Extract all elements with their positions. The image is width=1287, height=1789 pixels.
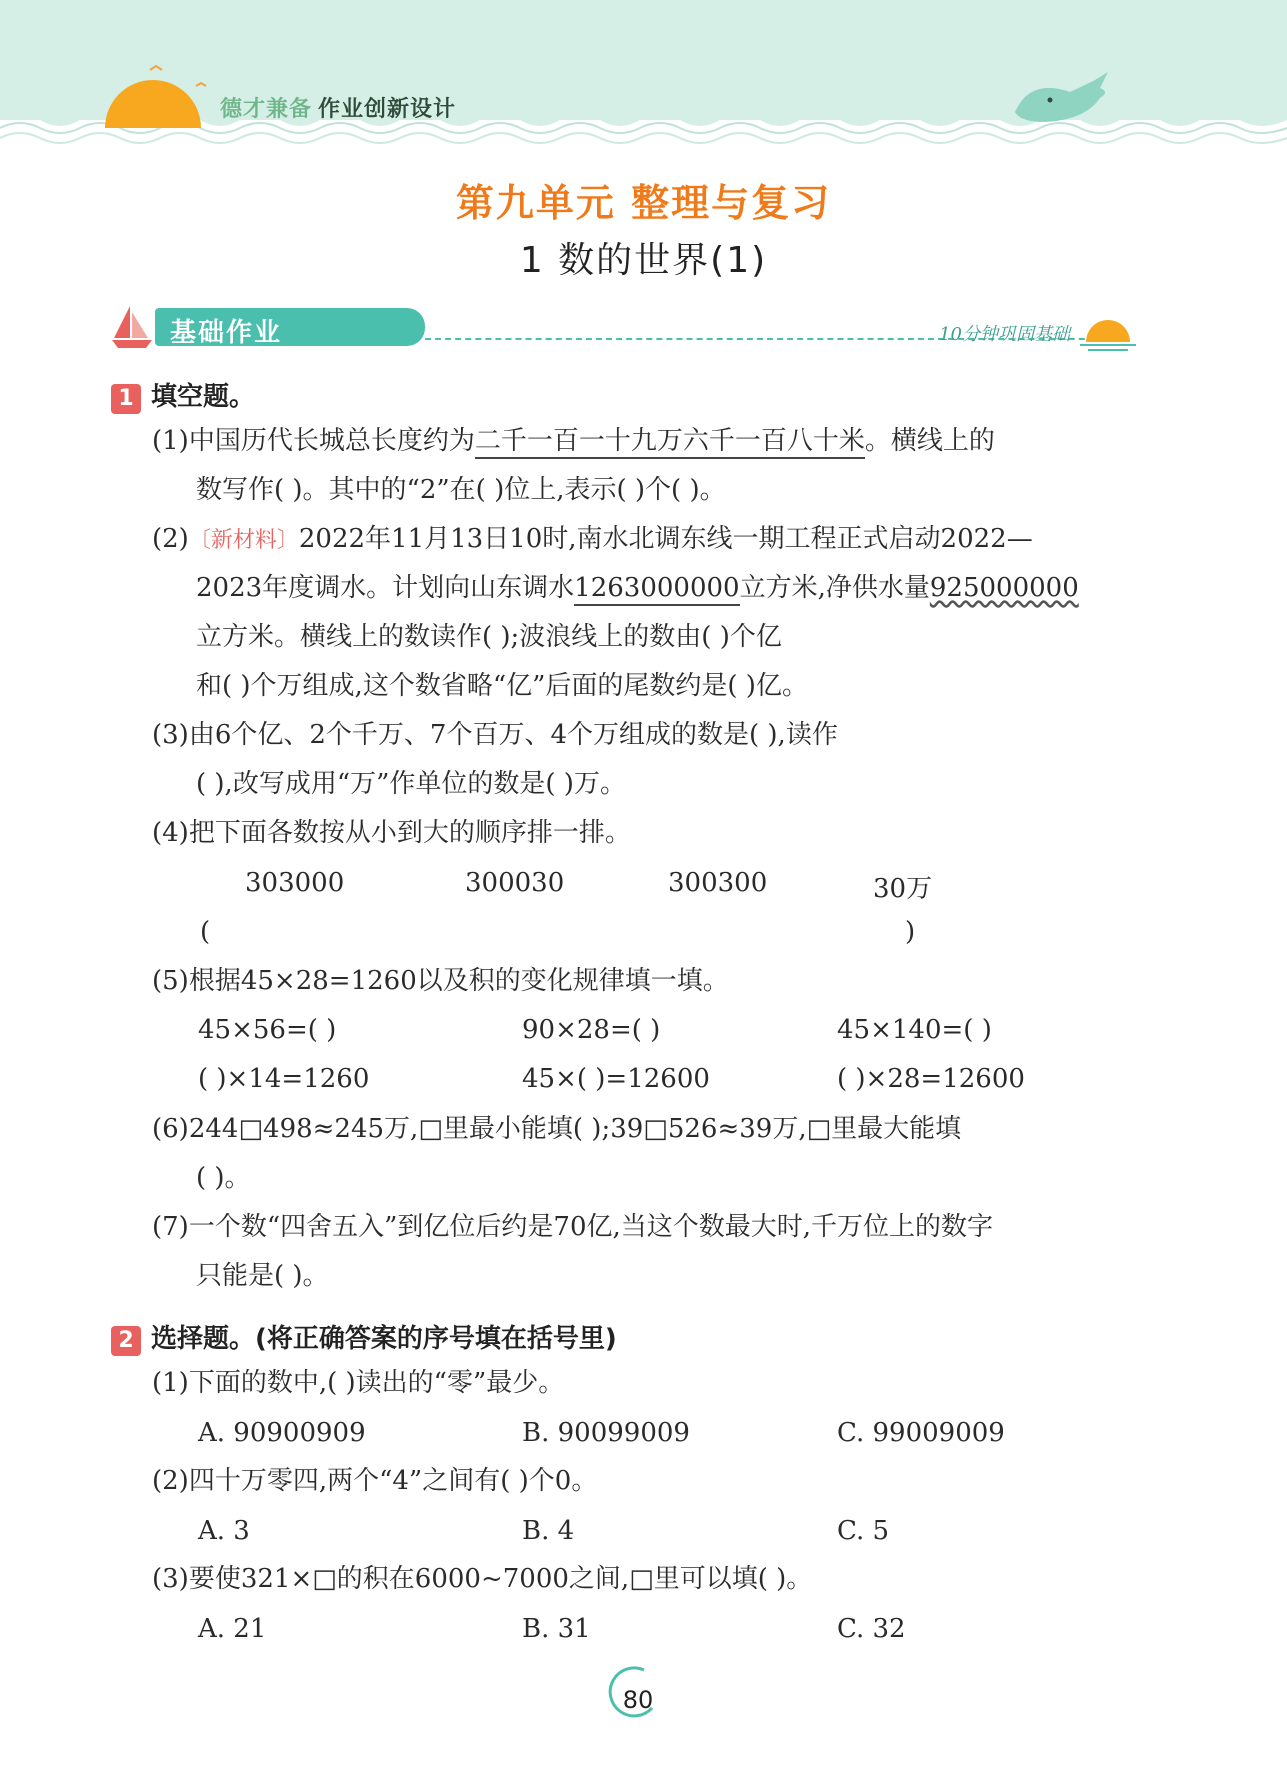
brand-dark: 作业创新设计 xyxy=(318,97,457,122)
q1-line-7: (3)由6个亿、2个千万、7个百万、4个万组成的数是( ),读作 xyxy=(152,720,838,750)
option-c: C. 5 xyxy=(837,1516,890,1546)
q1-line-2: 数写作( )。其中的“2”在( )位上,表示( )个( )。 xyxy=(196,475,726,505)
calc-item: 90×28=( ) xyxy=(522,1015,661,1045)
calc-item: ( )×14=1260 xyxy=(198,1064,370,1094)
section-note: 10分钟巩固基础 xyxy=(939,324,1070,345)
option-b: B. 31 xyxy=(522,1614,591,1644)
calc-item: ( )×28=12600 xyxy=(837,1064,1025,1094)
option-b: B. 90099009 xyxy=(522,1418,690,1448)
answer-paren-close: ) xyxy=(905,917,916,947)
option-b: B. 4 xyxy=(522,1516,575,1546)
underlined-number-text: 二千一百一十九万六千一百八十米 xyxy=(475,426,865,459)
q1-line-14: (7)一个数“四舍五入”到亿位后约是70亿,当这个数最大时,千万位上的数字 xyxy=(152,1212,994,1242)
header-decoration xyxy=(0,0,1287,150)
option-a: A. 3 xyxy=(198,1516,250,1546)
calc-item: 45×( )=12600 xyxy=(522,1064,710,1094)
text: 2022年11月13日10时,南水北调东线一期工程正式启动2022— xyxy=(298,524,1033,554)
q1-title: 填空题。 xyxy=(151,382,256,412)
q2-sub-3: (3)要使321×□的积在6000~7000之间,□里可以填( )。 xyxy=(152,1564,813,1594)
text: (1)中国历代长城总长度约为 xyxy=(152,426,475,456)
unit-title: 第九单元 整理与复习 xyxy=(455,181,832,225)
q2-number: 2 xyxy=(111,1326,141,1356)
q1-line-11: (5)根据45×28=1260以及积的变化规律填一填。 xyxy=(152,966,729,996)
q2-sub-1: (1)下面的数中,( )读出的“零”最少。 xyxy=(152,1368,565,1398)
option-a: A. 21 xyxy=(198,1614,267,1644)
calc-item: 45×56=( ) xyxy=(198,1015,337,1045)
q1-line-1 xyxy=(152,426,995,456)
option-a: A. 90900909 xyxy=(198,1418,366,1448)
brand-text xyxy=(220,92,456,123)
answer-paren-open: ( xyxy=(200,917,211,947)
option-c: C. 32 xyxy=(837,1614,906,1644)
text: 。横线上的 xyxy=(864,426,995,456)
wavy-underlined-number: 925000000 xyxy=(929,573,1079,603)
q1-line-12: (6)244□498≈245万,□里最小能填( );39□526≈39万,□里最大能填 xyxy=(152,1114,962,1144)
q1-line-9: (4)把下面各数按从小到大的顺序排一排。 xyxy=(152,818,631,848)
q1-line-5: 立方米。横线上的数读作( );波浪线上的数由( )个亿 xyxy=(196,622,782,652)
page-header xyxy=(0,0,1287,150)
q1-number: 1 xyxy=(111,384,141,414)
text: 立方米,净供水量 xyxy=(739,573,930,603)
number-item: 300030 xyxy=(465,868,565,898)
text: (2) xyxy=(152,524,189,554)
number-item: 30万 xyxy=(873,874,933,904)
q2-heading xyxy=(111,1318,617,1356)
new-material-tag: 〔新材料〕 xyxy=(188,528,299,553)
q2-sub-2: (2)四十万零四,两个“4”之间有( )个0。 xyxy=(152,1466,598,1496)
q1-line-15: 只能是( )。 xyxy=(196,1261,329,1291)
q2-title: 选择题。(将正确答案的序号填在括号里) xyxy=(151,1324,617,1354)
q1-line-13: ( )。 xyxy=(196,1163,251,1193)
q1-heading xyxy=(111,376,255,414)
small-sun-icon xyxy=(1080,312,1140,352)
lesson-title: 1 数的世界(1) xyxy=(519,240,768,281)
brand-colored: 德才兼备 xyxy=(220,97,313,122)
section-banner xyxy=(110,300,1160,360)
q1-line-8: ( ),改写成用“万”作单位的数是( )万。 xyxy=(196,769,626,799)
q1-line-6: 和( )个万组成,这个数省略“亿”后面的尾数约是( )亿。 xyxy=(196,671,808,701)
q1-line-3 xyxy=(152,524,1033,556)
section-label: 基础作业 xyxy=(170,318,283,348)
sailboat-icon xyxy=(110,302,154,352)
text: 2023年度调水。计划向山东调水 xyxy=(196,573,575,603)
page-number: 80 xyxy=(622,1686,654,1714)
underlined-number: 1263000000 xyxy=(574,573,739,606)
option-c: C. 99009009 xyxy=(837,1418,1005,1448)
number-item: 300300 xyxy=(668,868,768,898)
q1-line-4 xyxy=(196,573,1079,603)
calc-item: 45×140=( ) xyxy=(837,1015,992,1045)
number-item: 303000 xyxy=(245,868,345,898)
